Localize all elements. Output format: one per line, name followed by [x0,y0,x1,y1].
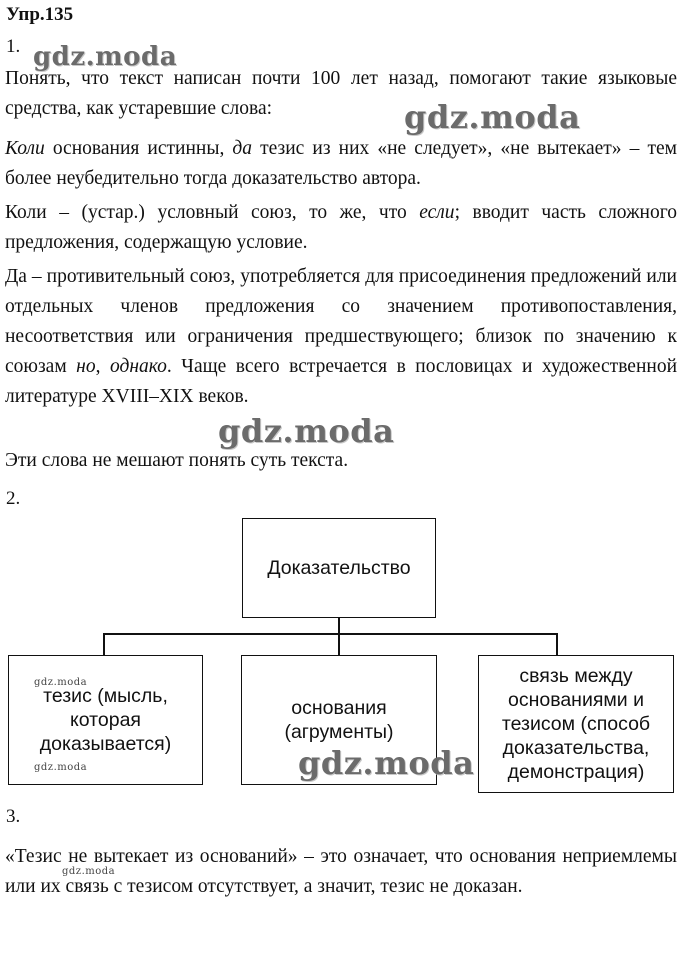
connector-middle [338,633,340,656]
diagram-thesis-label: тезис (мысль, которая доказывается) [39,685,172,755]
watermark: gdz.moda [218,412,395,450]
connector-vertical-root [338,618,340,634]
archaic-word-da: да [232,138,253,159]
watermark: gdz.moda [404,98,581,136]
diagram-link-label: связь между основаниями и тезисом (способ доказательства, демонстрация) [501,665,651,783]
section-1-paragraph-1: Понять, что текст написан почти 100 лет назад, помогают такие языковые средства, как устаревшие слова: [5,68,677,119]
watermark: gdz.moda [33,42,178,72]
connector-right [556,633,558,656]
connector-left [103,633,105,656]
watermark: gdz.moda [298,744,475,782]
section-1-paragraph-2: Коли основания истинны, да тезис из них «не следует», «не вытекает» – тем более неубедительно тогда доказательство автора. [5,138,677,189]
section-2-number: 2. [6,488,21,509]
diagram-root-box [242,518,436,618]
section-1-paragraph-3: Коли – (устар.) условный союз, то же, что если; вводит часть сложного предложения, содержащую условие. [5,202,677,253]
diagram-box-link [478,655,674,793]
watermark: gdz.moda [34,677,88,688]
diagram-grounds-label: основания (агрументы) [284,697,394,743]
section-3-paragraph-1: «Тезис не вытекает из оснований» – это означает, что основания неприемлемы или их связь с тезисом отсутствует, а значит, тезис не доказан. [5,846,677,897]
connector-horizontal [103,633,557,635]
section-1-paragraph-4: Да – противительный союз, употребляется для присоединения предложений или отдельных членов предложения со значением противопоставления, несоответствия или ограничения предшествующего; близок по значению к союзам но, однако. Чаще всего встречается в пословицах и художественной литературе XVIII–XIX веков. [5,266,678,407]
section-3-number: 3. [6,806,21,827]
diagram-root-label: Доказательство [267,557,411,579]
section-1-number: 1. [6,36,21,57]
archaic-word-koli: Коли [5,138,45,159]
page-title: Упр.135 [6,4,74,25]
watermark: gdz.moda [62,866,116,877]
watermark: gdz.moda [34,762,88,773]
section-1-paragraph-5: Эти слова не мешают понять суть текста. [5,450,349,471]
